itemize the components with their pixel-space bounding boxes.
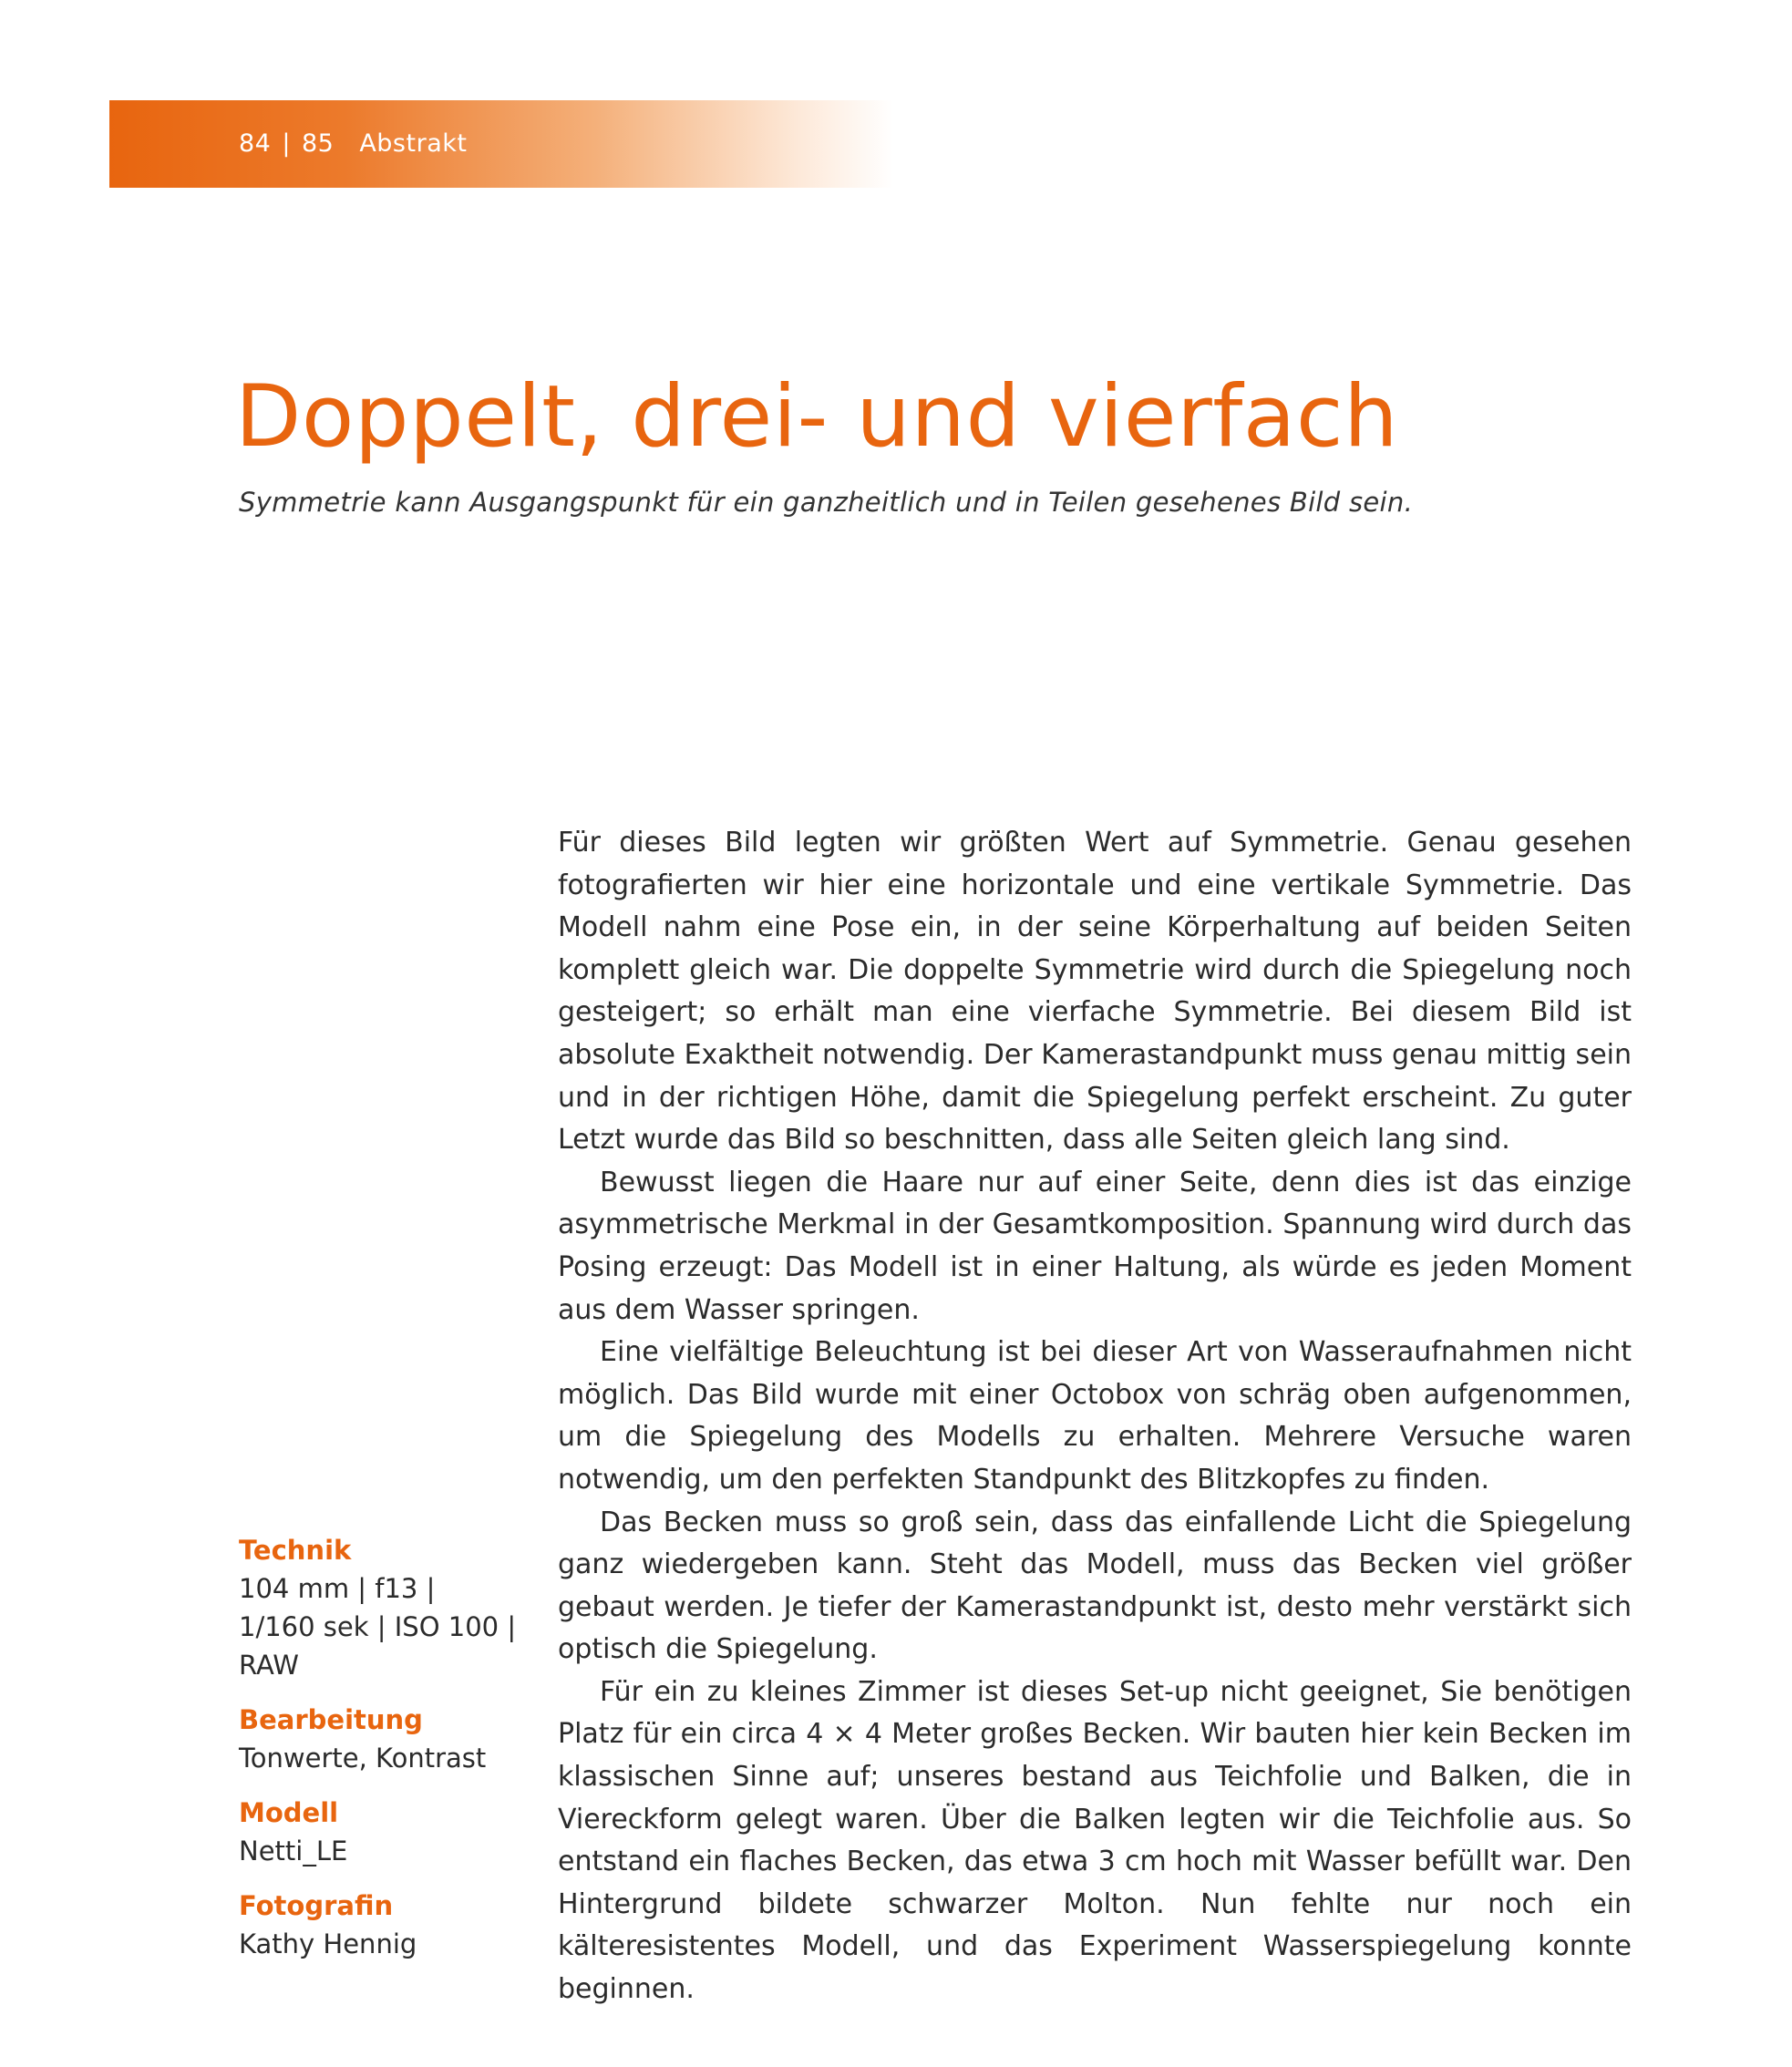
fotografin-value: Kathy Hennig (239, 1928, 417, 1959)
body-paragraph: Eine vielfältige Beleuchtung ist bei dieser Art von Wasseraufnahmen nicht möglich. Das Bild wurde mit einer Octobox von schräg oben aufgenommen, um die Spiegelung des Modells zu erhalten. Mehrere Versuche waren notwendig, um den perfekten Standpunkt des Blitzkopfes zu finden. (558, 1336, 1632, 1496)
bearbeitung-block (239, 1701, 530, 1777)
technik-block (239, 1531, 530, 1684)
modell-label: Modell (239, 1797, 339, 1828)
technik-line: RAW (239, 1650, 299, 1681)
photo-info-sidebar (239, 1531, 530, 1980)
body-paragraph: Für ein zu kleines Zimmer ist dieses Set-up nicht geeignet, Sie benötigen Platz für ein circa 4 × 4 Meter großes Becken. Wir bauten hier kein Becken im klassischen Sinne auf; unseres bestand aus Teichfolie und Balken, die in Viereckform gelegt waren. Über die Balken legten wir die Teichfolie aus. So entstand ein flaches Becken, das etwa 3 cm hoch mit Wasser befüllt war. Den Hintergrund bildete schwarzer Molton. Nun fehlte nur noch ein kälteresistentes Modell, und das Experiment Wasserspiegelung konnte beginnen. (558, 1675, 1632, 2006)
body-paragraph: Bewusst liegen die Haare nur auf einer Seite, denn dies ist das einzige asymmetrische Merkmal in der Gesamtkomposition. Spannung wird durch das Posing erzeugt: Das Modell ist in einer Haltung, als würde es jeden Moment aus dem Wasser springen. (558, 1166, 1632, 1326)
body-paragraph: Das Becken muss so groß sein, dass das einfallende Licht die Spiegelung ganz wiedergeben kann. Steht das Modell, muss das Becken viel größer gebaut werden. Je tiefer der Kamerastandpunkt ist, desto mehr verstärkt sich optisch die Spiegelung. (558, 1506, 1632, 1666)
body-paragraph: Für dieses Bild legten wir größten Wert auf Symmetrie. Genau gesehen fotografierten wir hier eine horizontale und eine vertikale Symmetrie. Das Modell nahm eine Pose ein, in der seine Körperhaltung auf beiden Seiten komplett gleich war. Die doppelte Symmetrie wird durch die Spiegelung noch gesteigert; so erhält man eine vierfache Symmetrie. Bei diesem Bild ist absolute Exaktheit notwendig. Der Kamerastandpunkt muss genau mittig sein und in der richtigen Höhe, damit die Spiegelung perfekt erscheint. Zu guter Letzt wurde das Bild so beschnitten, dass alle Seiten gleich lang sind. (558, 827, 1632, 1157)
bearbeitung-value: Tonwerte, Kontrast (239, 1743, 487, 1774)
page-number-left: 84 (239, 129, 272, 158)
technik-line: 1/160 sek | ISO 100 | (239, 1611, 517, 1642)
modell-value: Netti_LE (239, 1836, 348, 1866)
article-title: Doppelt, drei- und vierfach (235, 367, 1399, 467)
modell-block (239, 1794, 530, 1870)
fotografin-label: Fotografin (239, 1890, 394, 1921)
page-number-separator: | (282, 129, 291, 158)
bearbeitung-label: Bearbeitung (239, 1704, 423, 1735)
article-body (558, 822, 1632, 2011)
section-name: Abstrakt (359, 129, 468, 158)
page-number-right: 85 (301, 129, 335, 158)
article-subtitle: Symmetrie kann Ausgangspunkt für ein ganzheitlich und in Teilen gesehenes Bild sein. (239, 487, 1414, 518)
technik-label: Technik (239, 1535, 352, 1566)
technik-line: 104 mm | f13 | (239, 1573, 436, 1604)
header-band (109, 100, 893, 188)
running-header (239, 100, 467, 188)
fotografin-block (239, 1887, 530, 1963)
